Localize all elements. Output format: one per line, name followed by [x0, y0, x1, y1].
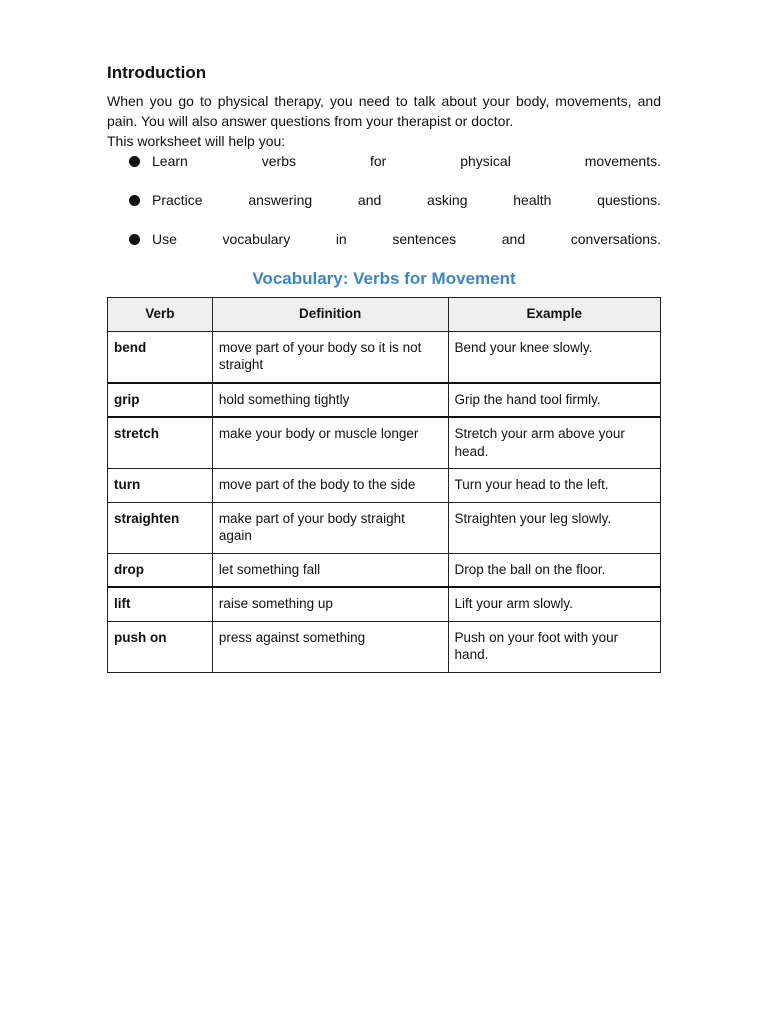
vocab-title: Vocabulary: Verbs for Movement: [252, 269, 516, 288]
header-definition: Definition: [212, 298, 448, 332]
table-row: [108, 469, 661, 503]
intro-heading: Introduction: [107, 63, 207, 82]
definition-cell: raise something up: [212, 587, 448, 621]
verb-cell: grip: [108, 383, 213, 418]
example-cell: Turn your head to the left.: [448, 469, 660, 503]
example-cell: Drop the ball on the floor.: [448, 553, 660, 587]
header-example: Example: [448, 298, 660, 332]
verb-cell: stretch: [108, 417, 213, 469]
verb-cell: turn: [108, 469, 213, 503]
table-row: [108, 383, 661, 418]
list-item: [107, 229, 661, 249]
definition-cell: hold something tightly: [212, 383, 448, 418]
list-item: [107, 190, 661, 210]
list-item-text: Practice answering and asking health questions.: [152, 192, 661, 208]
goals-list: [107, 151, 661, 249]
vocab-table: [107, 297, 661, 673]
table-row: [108, 553, 661, 587]
definition-cell: make part of your body straight again: [212, 502, 448, 553]
table-row: [108, 417, 661, 469]
verb-cell: drop: [108, 553, 213, 587]
table-row: [108, 331, 661, 383]
definition-cell: move part of your body so it is not straight: [212, 331, 448, 383]
example-cell: Lift your arm slowly.: [448, 587, 660, 621]
definition-cell: let something fall: [212, 553, 448, 587]
worksheet-page: [107, 62, 661, 673]
list-item-text: Learn verbs for physical movements.: [152, 153, 661, 169]
definition-cell: make your body or muscle longer: [212, 417, 448, 469]
example-cell: Push on your foot with your hand.: [448, 621, 660, 672]
bullet-icon: [129, 156, 140, 167]
verb-cell: push on: [108, 621, 213, 672]
bullet-icon: [129, 195, 140, 206]
list-item: [107, 151, 661, 171]
example-cell: Bend your knee slowly.: [448, 331, 660, 383]
intro-lead: This worksheet will help you:: [107, 133, 286, 149]
example-cell: Straighten your leg slowly.: [448, 502, 660, 553]
example-cell: Stretch your arm above your head.: [448, 417, 660, 469]
verb-cell: bend: [108, 331, 213, 383]
list-item-text: Use vocabulary in sentences and conversations.: [152, 231, 661, 247]
table-row: [108, 502, 661, 553]
table-row: [108, 621, 661, 672]
bullet-icon: [129, 234, 140, 245]
verb-cell: lift: [108, 587, 213, 621]
example-cell: Grip the hand tool firmly.: [448, 383, 660, 418]
header-verb: Verb: [108, 298, 213, 332]
definition-cell: press against something: [212, 621, 448, 672]
definition-cell: move part of the body to the side: [212, 469, 448, 503]
table-row: [108, 587, 661, 621]
intro-paragraph: When you go to physical therapy, you need to talk about your body, movements, and pain. You will also answer questions from your therapist or doctor.: [107, 93, 661, 129]
verb-cell: straighten: [108, 502, 213, 553]
table-header-row: [108, 298, 661, 332]
